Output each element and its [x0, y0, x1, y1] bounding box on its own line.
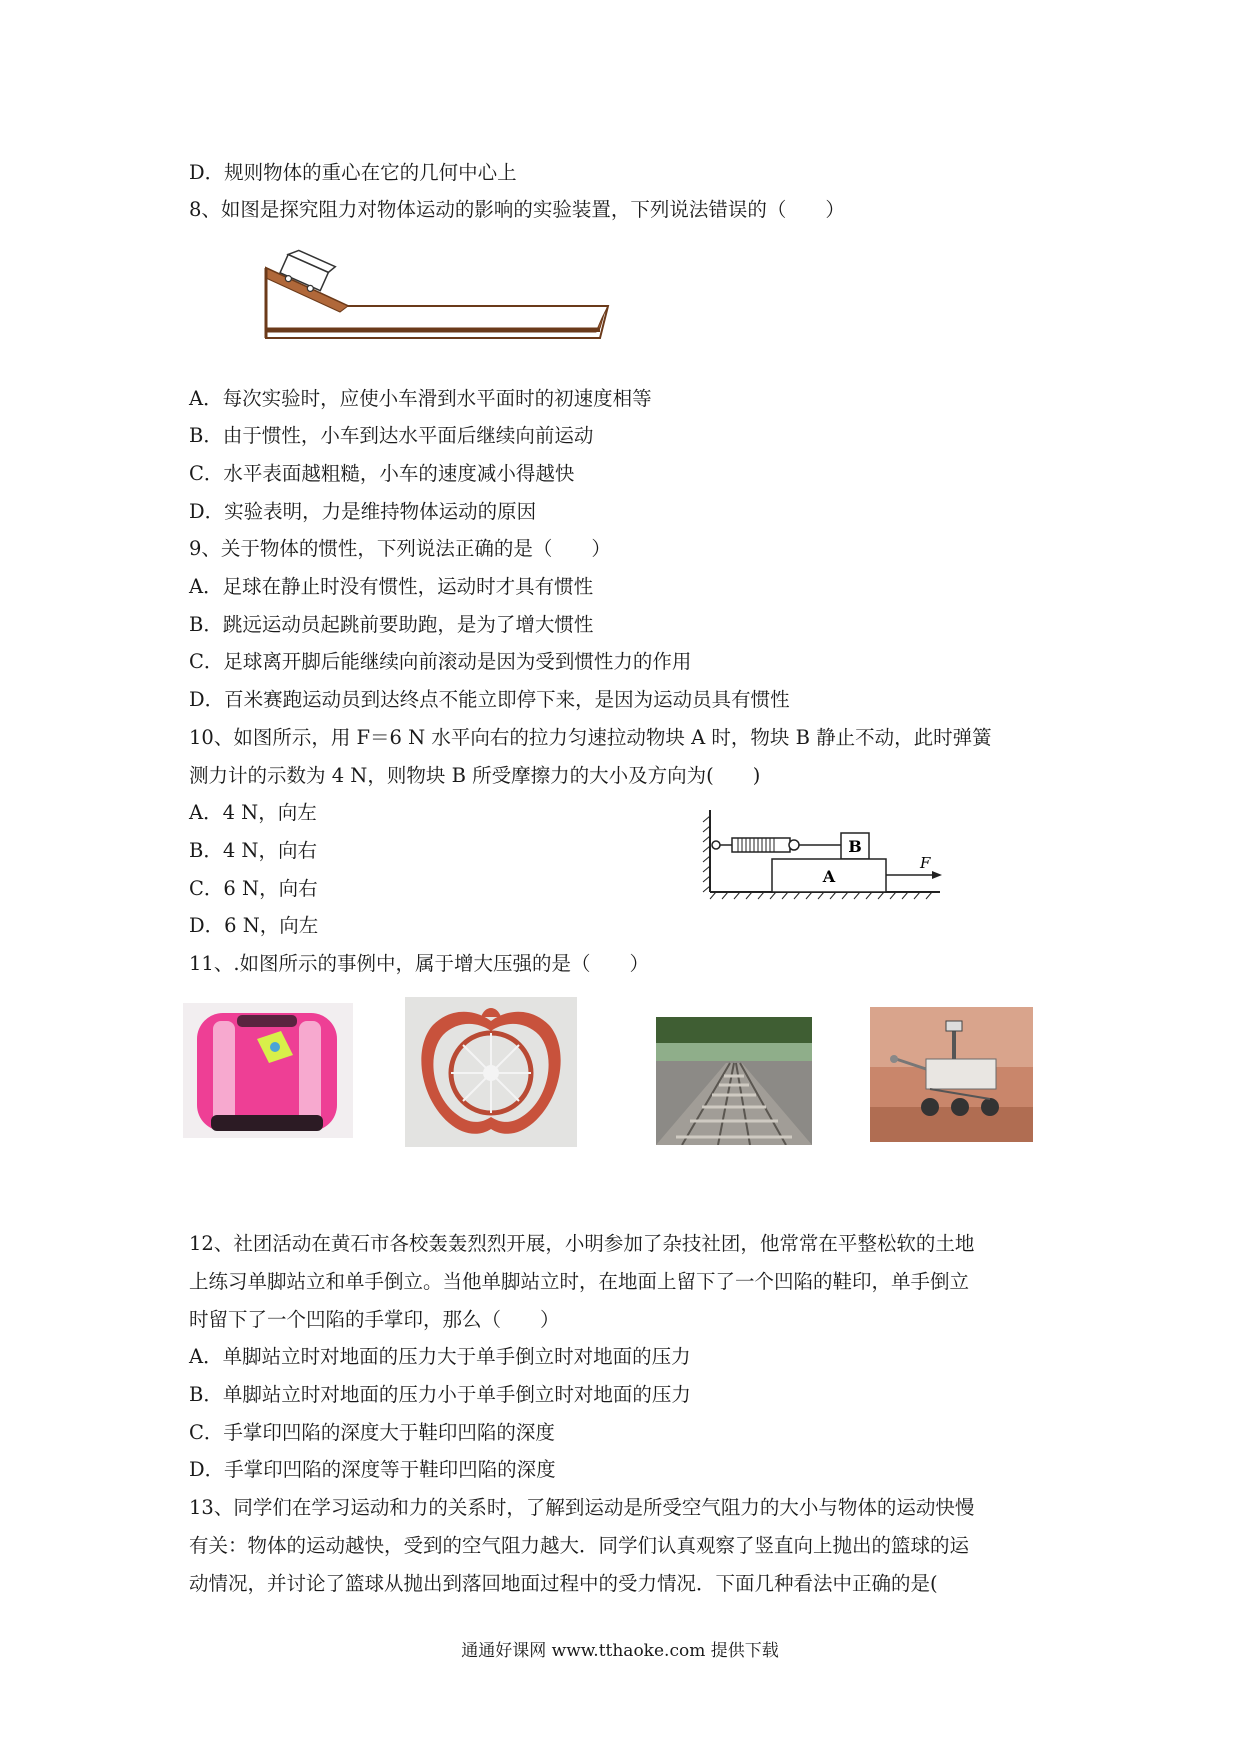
block-b-label: B [848, 837, 862, 856]
q9-option-c: C．足球离开脚后能继续向前滚动是因为受到惯性力的作用 [189, 650, 692, 673]
q13-stem-line2: 有关：物体的运动越快，受到的空气阻力越大．同学们认真观察了竖直向上抛出的篮球的运 [189, 1534, 970, 1557]
q9-option-a: A．足球在静止时没有惯性，运动时才具有惯性 [189, 575, 594, 598]
q12-stem-line3: 时留下了一个凹陷的手掌印，那么（ ） [189, 1308, 560, 1331]
q11-backpack-photo [183, 1003, 353, 1138]
q12-option-d: D．手掌印凹陷的深度等于鞋印凹陷的深度 [189, 1458, 556, 1481]
q13-stem-line3: 动情况，并讨论了篮球从抛出到落回地面过程中的受力情况．下面几种看法中正确的是( [189, 1572, 938, 1595]
q8-option-d: D．实验表明，力是维持物体运动的原因 [189, 500, 537, 523]
q11-apple-slicer-photo [405, 997, 577, 1147]
q10-option-c: C．6 N，向右 [189, 877, 318, 900]
q8-ramp-figure [262, 244, 612, 344]
q10-option-a: A．4 N，向左 [189, 801, 317, 824]
q12-option-c: C．手掌印凹陷的深度大于鞋印凹陷的深度 [189, 1421, 555, 1444]
q12-option-a: A．单脚站立时对地面的压力大于单手倒立时对地面的压力 [189, 1345, 691, 1368]
q8-option-c: C．水平表面越粗糙，小车的速度减小得越快 [189, 462, 575, 485]
q8-stem: 8、如图是探究阻力对物体运动的影响的实验装置，下列说法错误的（ ） [189, 198, 845, 221]
page-footer: 通通好课网 www.tthaoke.com 提供下载 [461, 1641, 779, 1661]
q9-option-b: B．跳远运动员起跳前要助跑，是为了增大惯性 [189, 613, 594, 636]
q10-stem-line1: 10、如图所示，用 F＝6 N 水平向右的拉力匀速拉动物块 A 时，物块 B 静止不动，此时弹簧 [189, 726, 992, 749]
q11-railway-photo [656, 1017, 812, 1145]
q10-stem-line2: 测力计的示数为 4 N，则物块 B 所受摩擦力的大小及方向为( ) [189, 764, 761, 787]
q12-stem-line1: 12、社团活动在黄石市各校轰轰烈烈开展，小明参加了杂技社团，他常常在平整松软的土地 [189, 1232, 975, 1255]
q9-stem: 9、关于物体的惯性，下列说法正确的是（ ） [189, 537, 611, 560]
q11-rover-photo [870, 1007, 1033, 1142]
q10-option-b: B．4 N，向右 [189, 839, 317, 862]
q7-option-d: D．规则物体的重心在它的几何中心上 [189, 161, 517, 184]
q10-spring-block-figure [700, 806, 950, 906]
q12-stem-line2: 上练习单脚站立和单手倒立。当他单脚站立时，在地面上留下了一个凹陷的鞋印，单手倒立 [189, 1270, 970, 1293]
q10-option-d: D．6 N，向左 [189, 914, 319, 937]
q12-option-b: B．单脚站立时对地面的压力小于单手倒立时对地面的压力 [189, 1383, 691, 1406]
block-a-label: A [822, 867, 836, 886]
q13-stem-line1: 13、同学们在学习运动和力的关系时，了解到运动是所受空气阻力的大小与物体的运动快慢 [189, 1496, 975, 1519]
q11-stem: 11、.如图所示的事例中，属于增大压强的是（ ） [189, 952, 650, 975]
q8-option-a: A．每次实验时，应使小车滑到水平面时的初速度相等 [189, 387, 652, 410]
q8-option-b: B．由于惯性，小车到达水平面后继续向前运动 [189, 424, 594, 447]
q9-option-d: D．百米赛跑运动员到达终点不能立即停下来，是因为运动员具有惯性 [189, 688, 790, 711]
force-f-label: F [920, 854, 931, 872]
